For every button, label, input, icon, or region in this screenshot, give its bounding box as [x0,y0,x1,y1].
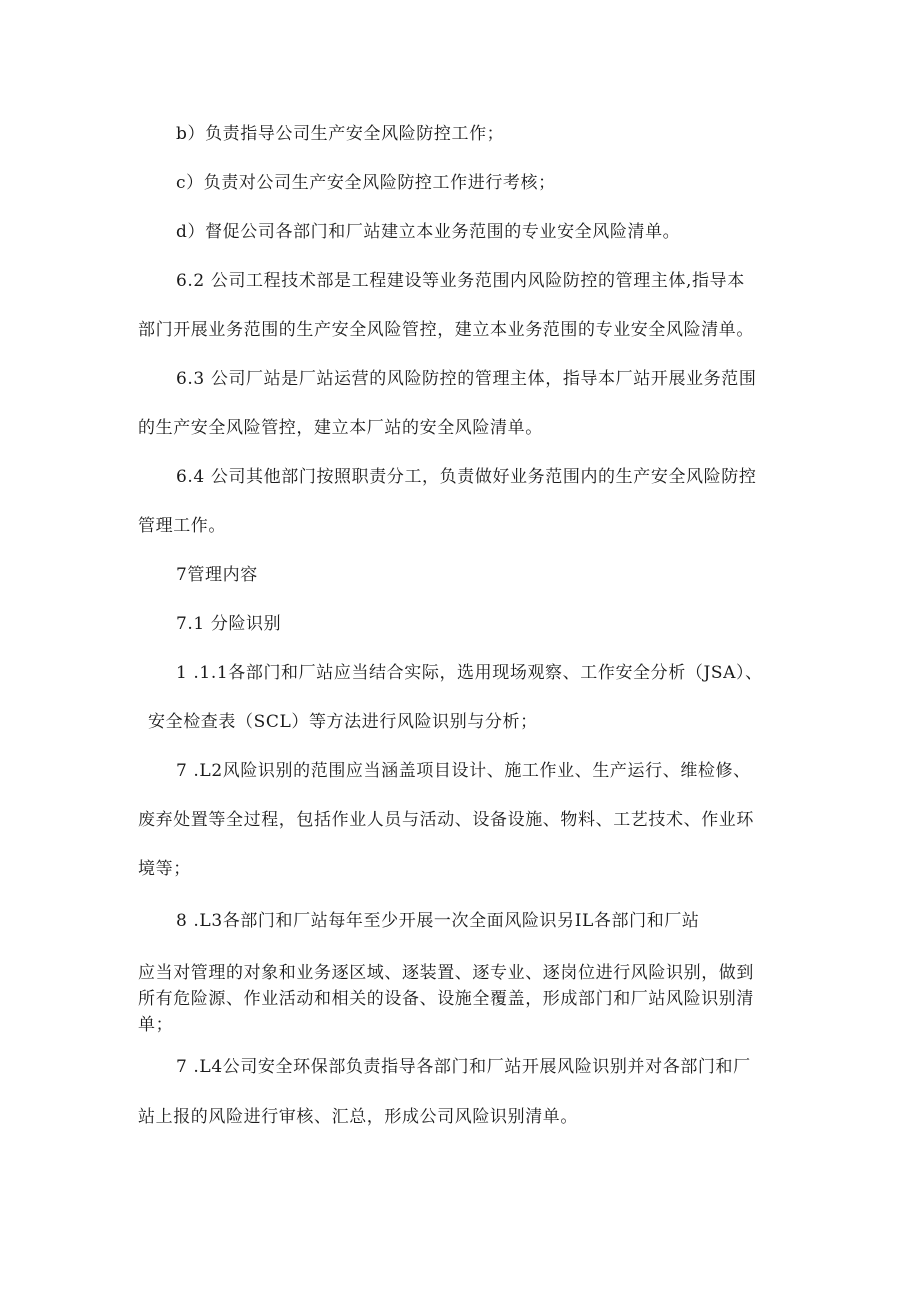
clause-7-1-1-line-1: 1 .1.1各部门和厂站应当结合实际，选用现场观察、工作安全分析（JSA）、 [176,663,763,683]
clause-6-4-line-2: 管理工作。 [138,516,226,536]
clause-7-1-3-line-2: 应当对管理的对象和业务逐区域、逐装置、逐专业、逐岗位进行风险识别，做到 [138,963,754,983]
clause-7-1-3-line-4: 单； [138,1015,174,1035]
clause-7-1-3-line-3: 所有危险源、作业活动和相关的设备、设施全覆盖，形成部门和厂站风险识别清 [138,989,754,1009]
clause-7-1-1-line-2: 安全检查表（SCL）等方法进行风险识别与分析； [148,712,538,732]
clause-7-1-4-line-1: 7 .L4公司安全环保部负责指导各部门和厂站开展风险识别并对各部门和厂 [176,1057,751,1077]
clause-6-3-line-2: 的生产安全风险管控，建立本厂站的安全风险清单。 [138,418,543,438]
clause-6-3-line-1: 6.3 公司厂站是厂站运营的风险防控的管理主体，指导本厂站开展业务范围 [176,369,757,389]
item-b: b）负责指导公司生产安全风险防控工作； [176,124,505,144]
item-c: c）负责对公司生产安全风险防控工作进行考核； [176,173,556,193]
clause-7-1-3-line-1: 8 .L3各部门和厂站每年至少开展一次全面风险识另IL各部门和厂站 [176,911,700,931]
clause-6-2-line-2: 部门开展业务范围的生产安全风险管控，建立本业务范围的专业安全风险清单。 [138,320,754,340]
clause-7-1-2-line-1: 7 .L2风险识别的范围应当涵盖项目设计、施工作业、生产运行、维检修、 [176,761,751,781]
clause-7-1-2-line-2: 废弃处置等全过程，包括作业人员与活动、设备设施、物料、工艺技术、作业环 [138,810,754,830]
section-7-1-heading: 7.1 分险识别 [176,614,282,634]
clause-6-2-line-1: 6.2 公司工程技术部是工程建设等业务范围内风险防控的管理主体,指导本 [176,271,745,291]
clause-7-1-4-line-2: 站上报的风险进行审核、汇总，形成公司风险识别清单。 [138,1107,578,1127]
clause-7-1-2-line-3: 境等； [138,859,191,879]
section-7-heading: 7管理内容 [176,565,258,585]
item-d: d）督促公司各部门和厂站建立本业务范围的专业安全风险清单。 [176,222,681,242]
clause-6-4-line-1: 6.4 公司其他部门按照职责分工，负责做好业务范围内的生产安全风险防控 [176,467,757,487]
